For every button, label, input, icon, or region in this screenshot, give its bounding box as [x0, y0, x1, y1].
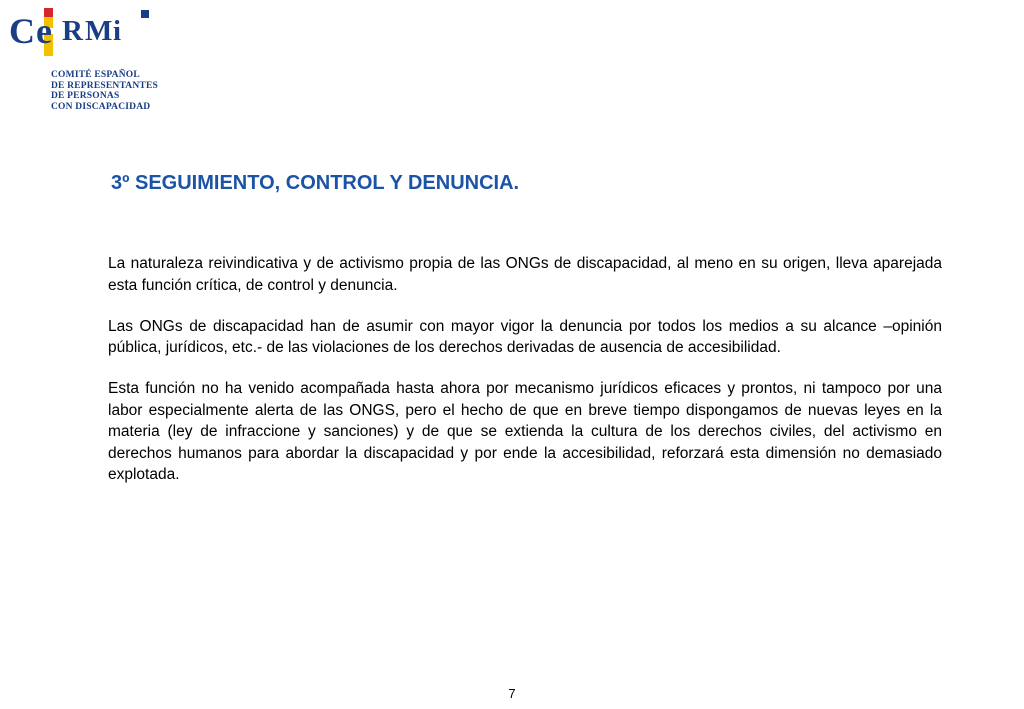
page-number: 7: [508, 686, 516, 701]
logo-letter-r: R: [62, 15, 83, 47]
logo-letter-c: C: [9, 11, 35, 51]
body-paragraph: Esta función no ha venido acompañada hasta ahora por mecanismo jurídicos eficaces y prontos, ni tampoco por una labor especialmente alerta de las ONGS, pero el hecho de que en breve tiempo dispongamos de nuevas leyes en la materia (ley de infraccione y sanciones) y de que se extienda la cultura de los derechos civiles, del activismo en derechos humanos para abordar la discapacidad y por ende la accesibilidad, reforzará esta dimensión no demasiado explotada.: [108, 380, 942, 483]
logo-i-accent: [141, 10, 149, 18]
body-paragraph: La naturaleza reivindicativa y de activismo propia de las ONGs de discapacidad, al meno en su origen, lleva aparejada esta función crítica, de control y denuncia.: [108, 255, 942, 294]
logo-letter-m: M: [85, 15, 113, 47]
logo-tagline-line: DE PERSONAS: [51, 91, 120, 101]
logo-tagline-line: CON DISCAPACIDAD: [51, 101, 151, 112]
cermi-logo: [9, 4, 169, 112]
logo-tagline: [51, 70, 158, 112]
page-title: 3º SEGUIMIENTO, CONTROL Y DENUNCIA.: [111, 172, 520, 194]
logo-letter-i: i: [113, 15, 122, 47]
logo-tagline-line: DE REPRESENTANTES: [51, 80, 158, 91]
cermi-logo-mark: [9, 4, 169, 66]
logo-tagline-line: COMITÉ ESPAÑOL: [51, 70, 140, 80]
document-body: [108, 253, 942, 505]
logo-letter-e: e: [36, 11, 52, 51]
body-paragraph: Las ONGs de discapacidad han de asumir con mayor vigor la denuncia por todos los medios a su alcance –opinión pública, jurídicos, etc.- de las violaciones de los derechos derivadas de ausencia de accesibilidad.: [108, 317, 942, 356]
